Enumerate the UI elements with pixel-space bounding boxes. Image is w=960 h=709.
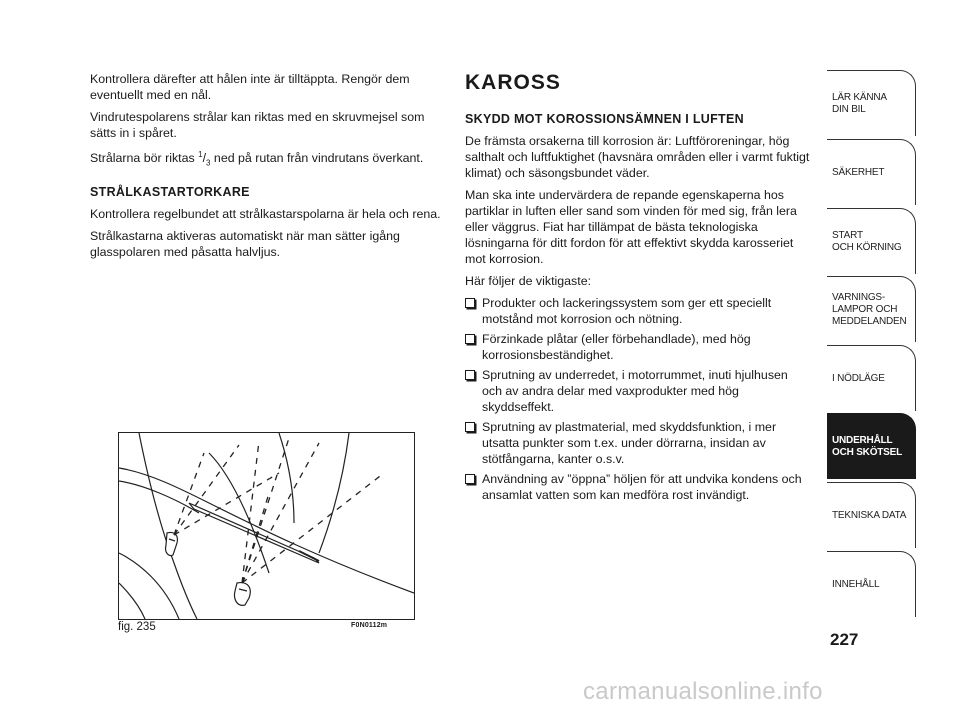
list-item-text: Sprutning av underredet, i motorrummet, inuti hjulhusen och av andra delar med vaxprodukter med hög skyddseffekt.	[482, 368, 788, 414]
numerator: 1	[198, 150, 203, 159]
tab-label: UNDERHÅLL OCH SKÖTSEL	[832, 434, 903, 458]
tab-label: VARNINGS- LAMPOR OCH MEDDELANDEN	[832, 291, 907, 327]
checkbox-bullet-icon	[465, 334, 475, 344]
tab-label: TEKNISKA DATA	[832, 509, 907, 521]
tab-start-och-korning[interactable]	[827, 208, 916, 274]
list-item	[465, 419, 810, 467]
page-number: 227	[830, 630, 859, 649]
figure-code: F0N0112m	[351, 622, 388, 629]
list-item-text: Förzinkade plåtar (eller förbehandlade), med hög korrosionsbeständighet.	[482, 332, 751, 362]
checkbox-bullet-icon	[465, 422, 475, 432]
paragraph: De främsta orsakerna till korrosion är: Luftföroreningar, hög salthalt och luftfuktighet (havsnära områden eller i varmt fuktigt klimat) och säsongsbundet väder.	[465, 134, 810, 180]
checkbox-bullet-icon	[465, 298, 475, 308]
list-item-text: Produkter och lackeringssystem som ger ett speciellt motstånd mot korrosion och nötning.	[482, 296, 772, 326]
figure-illustration	[118, 432, 415, 620]
tab-lar-kanna-din-bil[interactable]	[827, 70, 916, 136]
tab-label: INNEHÅLL	[832, 578, 880, 590]
list-item	[465, 367, 810, 415]
watermark: carmanualsonline.info	[583, 678, 823, 705]
tab-underhall-och-skotsel[interactable]	[827, 413, 916, 479]
tab-label: LÄR KÄNNA DIN BIL	[832, 91, 887, 115]
tab-innehall[interactable]	[827, 551, 916, 617]
chapter-sidebar	[827, 70, 918, 618]
paragraph: Strålkastarna aktiveras automatiskt när man sätter igång glasspolaren med påsatta halvljus.	[90, 228, 400, 259]
bullet-list	[465, 295, 810, 503]
fraction-slash: /	[202, 151, 207, 166]
list-item-text: Användning av ”öppna” höljen för att undvika kondens och ansamlat vatten som kan medföra rost invändigt.	[482, 472, 802, 502]
tab-label: SÄKERHET	[832, 166, 885, 178]
list-item	[465, 295, 810, 327]
checkbox-bullet-icon	[465, 474, 475, 484]
paragraph: Kontrollera regelbundet att strålkastarspolarna är hela och rena.	[90, 206, 441, 221]
headlamp-washer-drawing	[119, 433, 414, 619]
denominator: 3	[206, 158, 211, 168]
paragraph: Vindrutespolarens strålar kan riktas med en skruvmejsel som sätts in i spåret.	[90, 110, 425, 140]
section-heading: STRÅLKASTARTORKARE	[90, 184, 250, 199]
tab-label: I NÖDLÄGE	[832, 372, 885, 384]
list-item	[465, 471, 810, 503]
tab-tekniska-data[interactable]	[827, 482, 916, 548]
tab-varningslampor[interactable]	[827, 276, 916, 342]
checkbox-bullet-icon	[465, 370, 475, 380]
text-after: ned på rutan från vindrutans överkant.	[210, 151, 424, 166]
tab-i-nodlage[interactable]	[827, 345, 916, 411]
list-item	[465, 331, 810, 363]
paragraph: Man ska inte undervärdera de repande egenskaperna hos partiklar in luften eller sand som vinden för med sig, från lera eller väggrus. Fiat har tillämpat de bästa teknologiska lösningarna för ditt fordon för att effektivt skydda karosseriet mot korrosion.	[465, 188, 797, 266]
page-title: KAROSS	[465, 71, 561, 94]
figure-label: fig. 235	[118, 621, 156, 633]
text-before: Strålarna bör riktas	[90, 151, 199, 166]
fraction-paragraph	[90, 147, 442, 172]
tab-label: START OCH KÖRNING	[832, 229, 902, 253]
list-item-text: Sprutning av plastmaterial, med skyddsfunktion, i mer utsatta punkter som t.ex. under dörrarna, insidan av stötfångarna, kanter o.s.v.	[482, 420, 777, 466]
paragraph: Kontrollera därefter att hålen inte är tilltäppta. Rengör dem eventuellt med en nål.	[90, 72, 410, 102]
right-column	[465, 71, 810, 507]
tab-sakerhet[interactable]	[827, 139, 916, 205]
left-column	[90, 71, 442, 266]
paragraph: Här följer de viktigaste:	[465, 274, 592, 288]
section-heading: SKYDD MOT KOROSSIONSÄMNEN I LUFTEN	[465, 112, 744, 126]
